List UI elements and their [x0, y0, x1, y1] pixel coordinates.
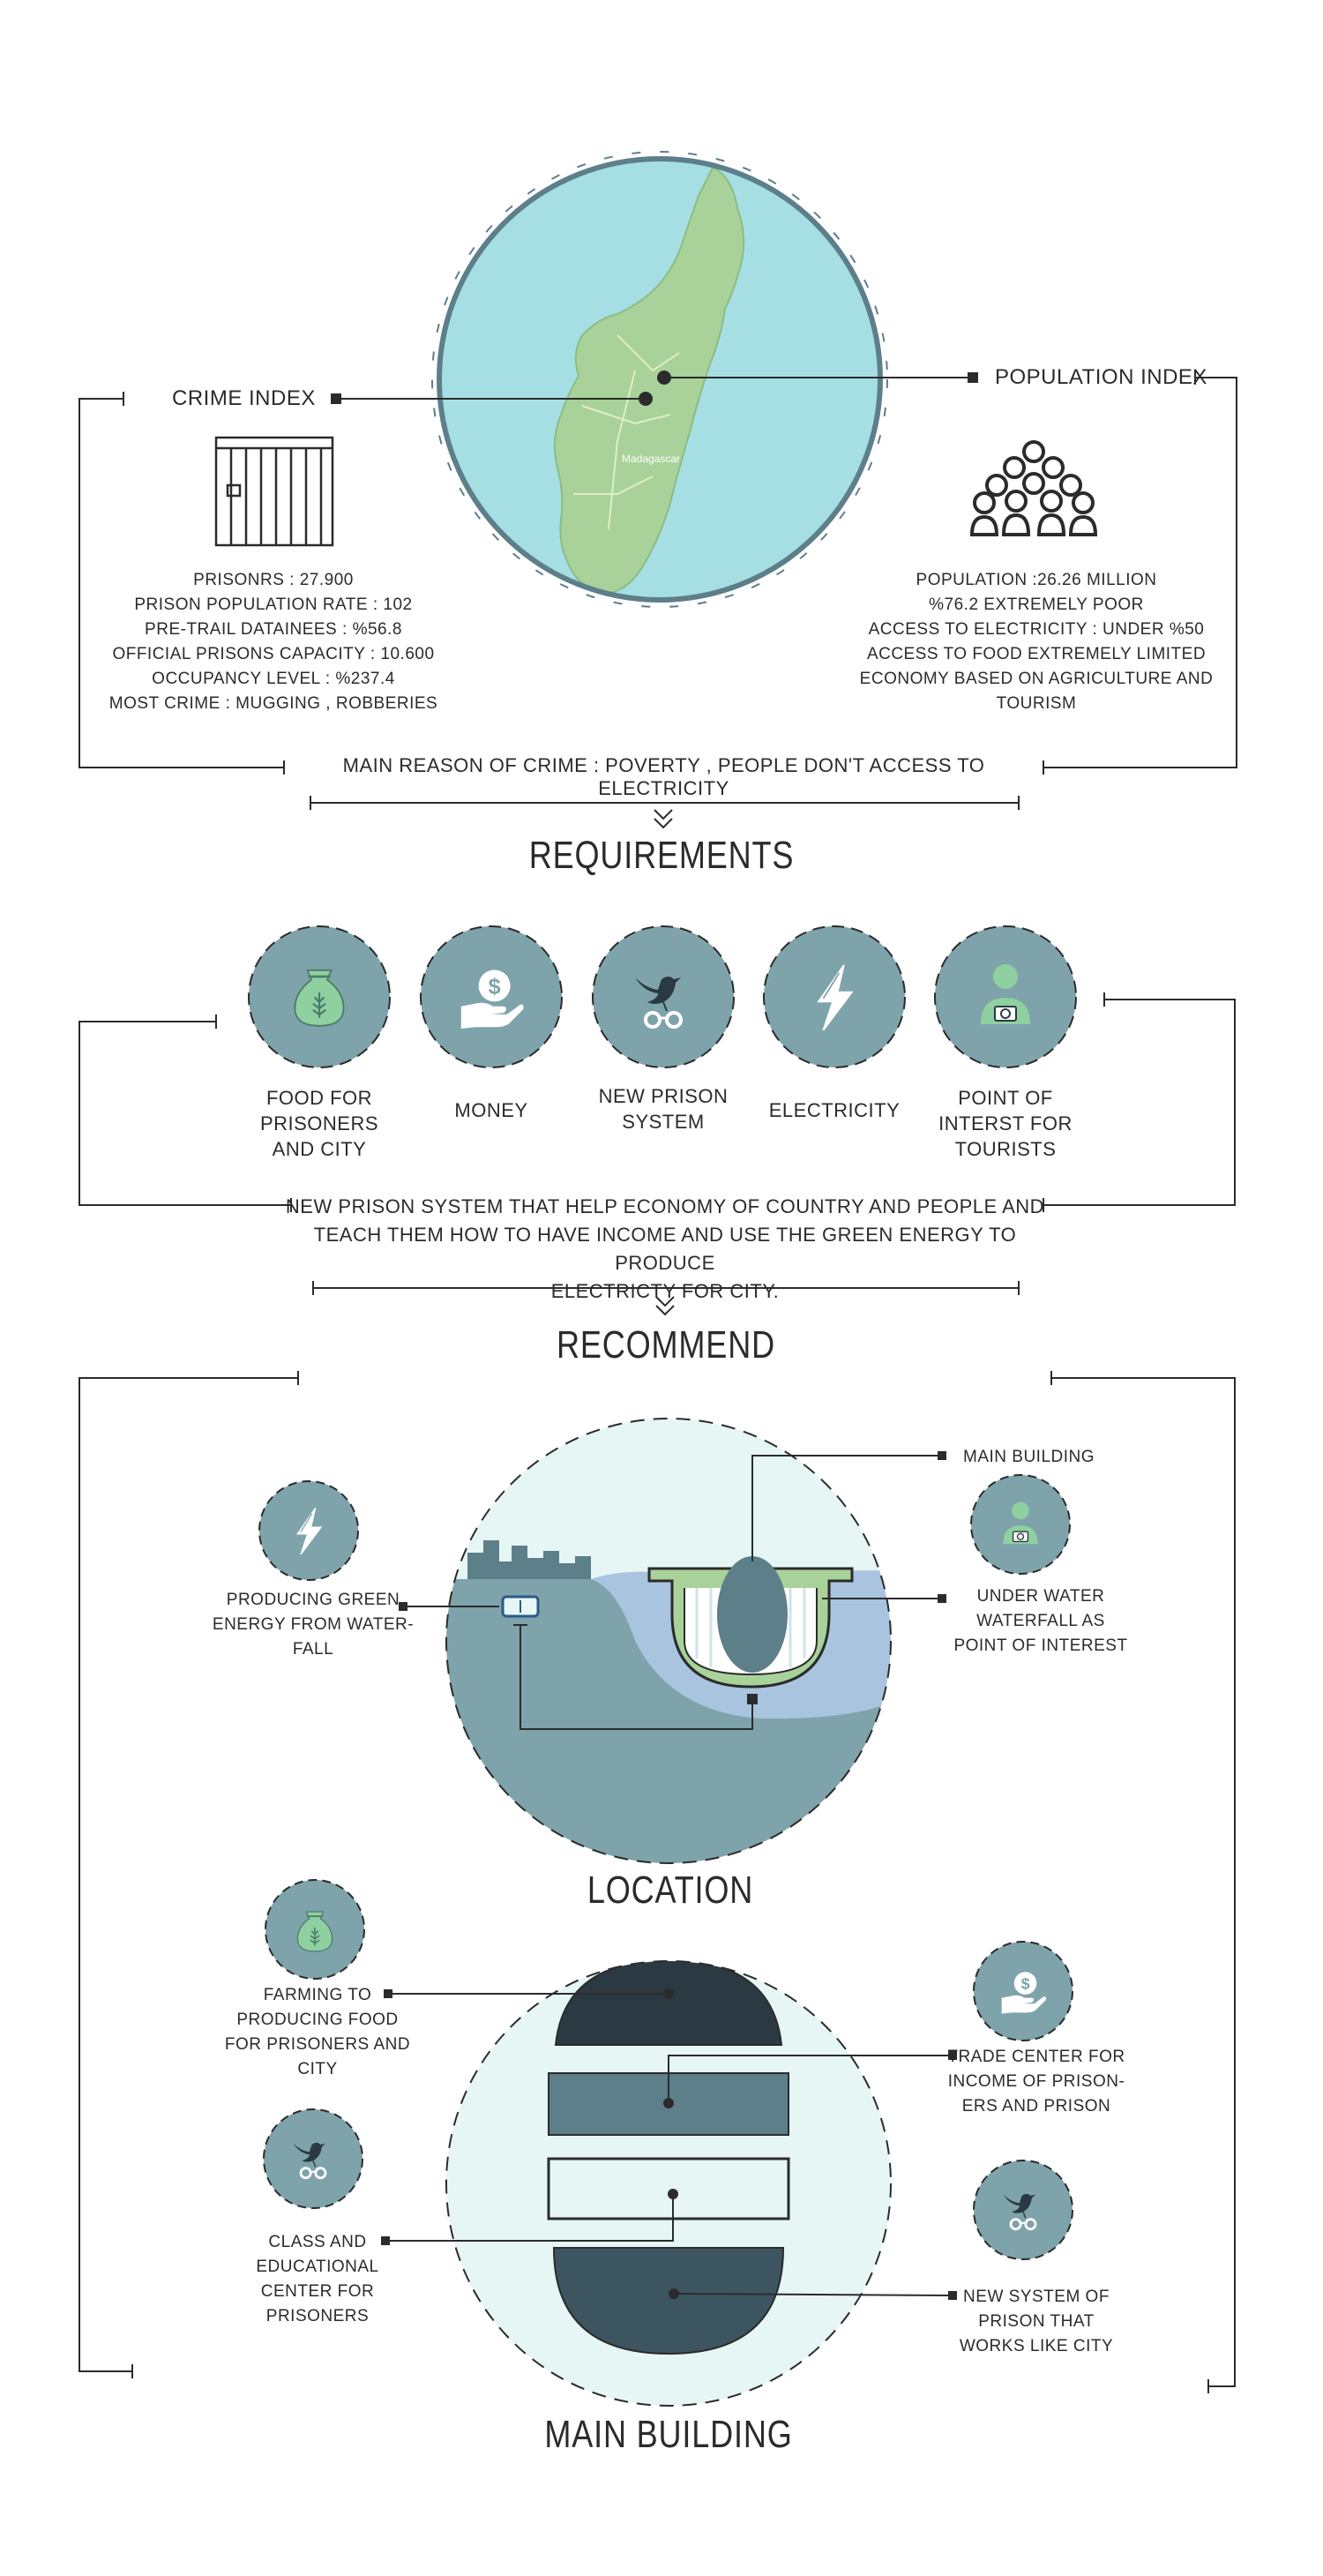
location-energy-label: PRODUCING GREEN ENERGY FROM WATER- FALL: [212, 1591, 415, 1659]
location-main-building-label: MAIN BUILDING: [963, 1448, 1095, 1466]
main-building-class-label: CLASS AND EDUCATIONAL CENTER FOR PRISONERS: [256, 2233, 379, 2325]
population-stat: ECONOMY BASED ON AGRICULTURE AND: [859, 670, 1214, 688]
req-food-circle: [249, 926, 390, 1067]
main-building-system-label: NEW SYSTEM OF PRISON THAT WORKS LIKE CITY: [959, 2288, 1114, 2355]
req-prison-circle: [593, 926, 734, 1067]
req-electricity-circle: [764, 926, 905, 1067]
req-electricity-label: ELECTRICITY: [768, 1099, 901, 1121]
location-title: LOCATION: [587, 1868, 754, 1912]
population-stat: ACCESS TO FOOD EXTREMELY LIMITED: [866, 645, 1207, 663]
req-food-label: FOOD FOR PRISONERS AND CITY: [259, 1087, 379, 1160]
population-stat: TOURISM: [996, 694, 1077, 713]
req-tourist-circle: [935, 926, 1076, 1067]
mb-system-circle: [974, 2160, 1073, 2259]
mb-money-circle: [974, 1942, 1073, 2041]
mb-prison-circle: [264, 2109, 363, 2208]
loc-energy-circle: [259, 1481, 358, 1580]
crime-stat: PRE-TRAIL DATAINEES : %56.8: [145, 620, 402, 639]
main-reason-text: MAIN REASON OF CRIME : POVERTY , PEOPLE DON'T ACCESS TO ELECTRICITY: [342, 754, 985, 799]
loc-tourist-circle: [971, 1475, 1070, 1574]
crime-index-title: CRIME INDEX: [172, 386, 316, 410]
population-stat: ACCESS TO ELECTRICITY : UNDER %50: [868, 620, 1205, 639]
req-prison-label: NEW PRISON SYSTEM: [598, 1085, 729, 1133]
population-stat: POPULATION :26.26 MILLION: [916, 571, 1157, 589]
population-stats: [851, 568, 1222, 716]
requirements-icons: [249, 926, 1076, 1067]
crime-stat: PRISONRS : 27.900: [193, 571, 354, 589]
crowd-icon: [972, 442, 1095, 535]
recommend-title: RECOMMEND: [557, 1323, 775, 1367]
main-building-trade-label: TRADE CENTER FOR INCOME OF PRISON- ERS AND PRISON: [947, 2048, 1125, 2115]
crime-stat: OFFICIAL PRISONS CAPACITY : 10.600: [112, 645, 435, 663]
population-stat: %76.2 EXTREMELY POOR: [929, 595, 1144, 614]
requirements-title: REQUIREMENTS: [528, 834, 795, 877]
req-money-circle: [421, 926, 562, 1067]
main-building-diagram: [446, 1960, 891, 2406]
prison-bars-icon: [216, 438, 333, 545]
main-building-title: MAIN BUILDING: [544, 2413, 793, 2456]
location-waterfall-label: UNDER WATER WATERFALL AS POINT OF INTEREST: [953, 1587, 1128, 1655]
req-tourist-label: POINT OF INTERST FOR TOURISTS: [938, 1087, 1073, 1160]
location-diagram: [446, 1419, 891, 1870]
main-building-farming-label: FARMING TO PRODUCING FOOD FOR PRISONERS AND CITY: [224, 1986, 411, 2078]
crime-stat: MOST CRIME : MUGGING , ROBBERIES: [108, 694, 438, 713]
map-label: Madagascar: [622, 453, 681, 465]
crime-stat: OCCUPANCY LEVEL : %237.4: [152, 670, 395, 688]
population-index-title: POPULATION INDEX: [995, 365, 1207, 389]
crime-stat: PRISON POPULATION RATE : 102: [134, 595, 413, 614]
mb-food-circle: [265, 1880, 364, 1979]
requirements-summary: NEW PRISON SYSTEM THAT HELP ECONOMY OF COUNTRY AND PEOPLE AND TEACH THEM HOW TO HAVE INCOME AND USE THE GREEN ENERGY TO PRODUCE ELECTRICTY FOR CITY.: [285, 1195, 1045, 1302]
crime-stats: [97, 568, 450, 716]
req-money-label: MONEY: [454, 1099, 528, 1121]
